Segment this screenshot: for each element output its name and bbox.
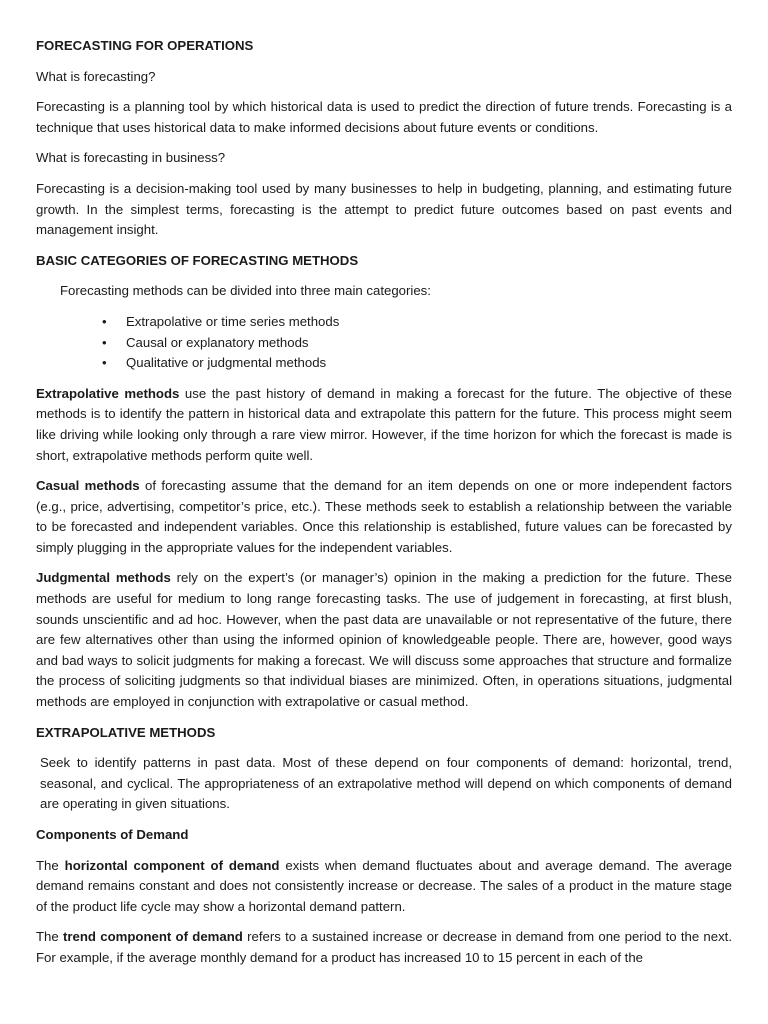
casual-description: of forecasting assume that the demand for an item depends on one or more independent factors (e.g., price, advertising, competitor’s price, etc.). These methods seek to establish a relationship between the variable to be forecasted and independent variables. Once this relationship is established, future values can be forecasted by simply plugging in the appropriate values for the independent variables. xyxy=(36,478,732,555)
categories-list xyxy=(36,312,732,374)
paragraph-judgmental-methods xyxy=(36,568,732,712)
trend-lead: The xyxy=(36,929,63,945)
section-heading-components-of-demand: Components of Demand xyxy=(36,827,189,842)
term-casual-methods: Casual methods xyxy=(36,478,140,494)
term-horizontal-component: horizontal component of demand xyxy=(64,857,280,873)
trend-description: refers to a sustained increase or decrease in demand from one period to the next. For example, if the average monthly demand for a product has increased 10 to 15 percent in each of the xyxy=(36,929,733,965)
paragraph-trend-component xyxy=(36,927,732,968)
judgmental-description: rely on the expert’s (or manager’s) opinion in the making a prediction for the future. These methods are useful for medium to long range forecasting tasks. The use of judgement in forecasting, at first blush, sounds unscientific and ad hoc. However, when the past data are unavailable or not representative of the future, there are few alternatives other than using the informed opinion of knowledgeable people. There are, however, good ways and bad ways to solicit judgments for making a forecast. We will discuss some approaches that structure and formalize the process of soliciting judgments so that individual biases are minimized. Often, in operations situations, judgmental methods are employed in conjunction with extrapolative or casual method. xyxy=(36,570,732,710)
list-item xyxy=(102,353,732,374)
horizontal-lead: The xyxy=(36,857,65,873)
bullet-icon: • xyxy=(102,313,107,329)
category-label: Causal or explanatory methods xyxy=(126,334,309,350)
term-trend-component: trend component of demand xyxy=(63,929,243,945)
horizontal-description: exists when demand fluctuates about and average demand. The average demand remains constant and does not consistently increase or decrease. The sales of a product in the mature stage of the product life cycle may show a horizontal demand pattern. xyxy=(36,857,732,914)
extrapolative-description: use the past history of demand in making a forecast for the future. The objective of these methods is to identify the pattern in historical data and extrapolate this pattern for the future. This process might seem like driving while looking only through a rare view mirror. However, if the time horizon for which the forecast is made is short, extrapolative methods perform quite well. xyxy=(36,385,733,463)
question-what-is-forecasting: What is forecasting? xyxy=(36,68,156,84)
term-extrapolative-methods: Extrapolative methods xyxy=(36,385,180,401)
term-judgmental-methods: Judgmental methods xyxy=(36,570,171,586)
paragraph-extrapolative-methods xyxy=(36,384,732,466)
section-heading-extrapolative-methods: EXTRAPOLATIVE METHODS xyxy=(36,724,216,740)
paragraph-extrapolative-overview: Seek to identify patterns in past data. Most of these depend on four components of demand: horizontal, trend, seasonal, and cyclical. The appropriateness of an extrapolative method will depend on which components of demand are operating in given situations. xyxy=(40,755,732,812)
answer-forecasting-in-business: Forecasting is a decision-making tool used by many businesses to help in budgeting, planning, and estimating future growth. In the simplest terms, forecasting is the attempt to predict future outcomes based on past events and management insight. xyxy=(36,180,732,238)
categories-intro: Forecasting methods can be divided into three main categories: xyxy=(60,283,431,299)
paragraph-horizontal-component xyxy=(36,856,732,918)
document-title: FORECASTING FOR OPERATIONS xyxy=(36,38,254,53)
category-label: Extrapolative or time series methods xyxy=(126,313,340,329)
bullet-icon: • xyxy=(102,334,107,350)
answer-what-is-forecasting: Forecasting is a planning tool by which historical data is used to predict the direction of future trends. Forecasting is a technique that uses historical data to make informed decisions about future events or conditions. xyxy=(36,99,732,135)
list-item xyxy=(102,333,732,354)
paragraph-casual-methods xyxy=(36,476,732,558)
category-label: Qualitative or judgmental methods xyxy=(126,355,327,371)
question-forecasting-in-business: What is forecasting in business? xyxy=(36,150,226,166)
bullet-icon: • xyxy=(102,355,107,371)
section-heading-basic-categories: BASIC CATEGORIES OF FORECASTING METHODS xyxy=(36,252,359,268)
list-item xyxy=(102,312,732,333)
